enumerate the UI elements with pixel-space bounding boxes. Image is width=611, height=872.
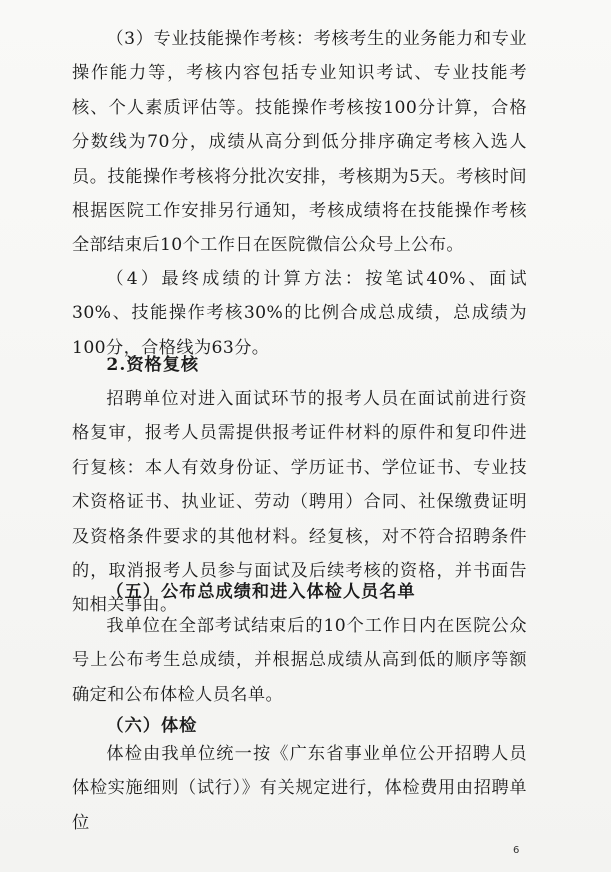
paragraph-qualification-review: 招聘单位对进入面试环节的报考人员在面试前进行资格复审，报考人员需提供报考证件材料的原件和复印件进行复核：本人有效身份证、学历证书、学位证书、专业技术资格证书、执业证、劳动（聘用）合同、社保缴费证明及资格条件要求的其他材料。经复核，对不符合招聘条件的，取消报考人员参与面试及后续考核的资格，并书面告知相关事由。: [72, 389, 527, 616]
page-number: 6: [513, 845, 520, 856]
heading-publish-results: （五）公布总成绩和进入体检人员名单: [106, 582, 416, 602]
paragraph-publish-results: 我单位在全部考试结束后的10个工作日内在医院公众号上公布考生总成绩，并根据总成绩从高到低的顺序等额确定和公布体检人员名单。: [72, 616, 527, 705]
paragraph-final-score: （4）最终成绩的计算方法：按笔试40%、面试30%、技能操作考核30%的比例合成总成绩，总成绩为100分，合格线为63分。: [72, 269, 527, 358]
heading-qualification-review: 2.资格复核: [106, 355, 200, 375]
paragraph-physical-exam: 体检由我单位统一按《广东省事业单位公开招聘人员体检实施细则（试行）》有关规定进行，体检费用由招聘单位: [72, 744, 527, 833]
heading-physical-exam: （六）体检: [106, 716, 198, 736]
paragraph-skill-assessment: （3）专业技能操作考核：考核考生的业务能力和专业操作能力等，考核内容包括专业知识考试、专业技能考核、个人素质评估等。技能操作考核按100分计算，合格分数线为70分，成绩从高分到低分排序确定考核入选人员。技能操作考核将分批次安排，考核期为5天。考核时间根据医院工作安排另行通知，考核成绩将在技能操作考核全部结束后10个工作日在医院微信公众号上公布。: [72, 29, 527, 256]
